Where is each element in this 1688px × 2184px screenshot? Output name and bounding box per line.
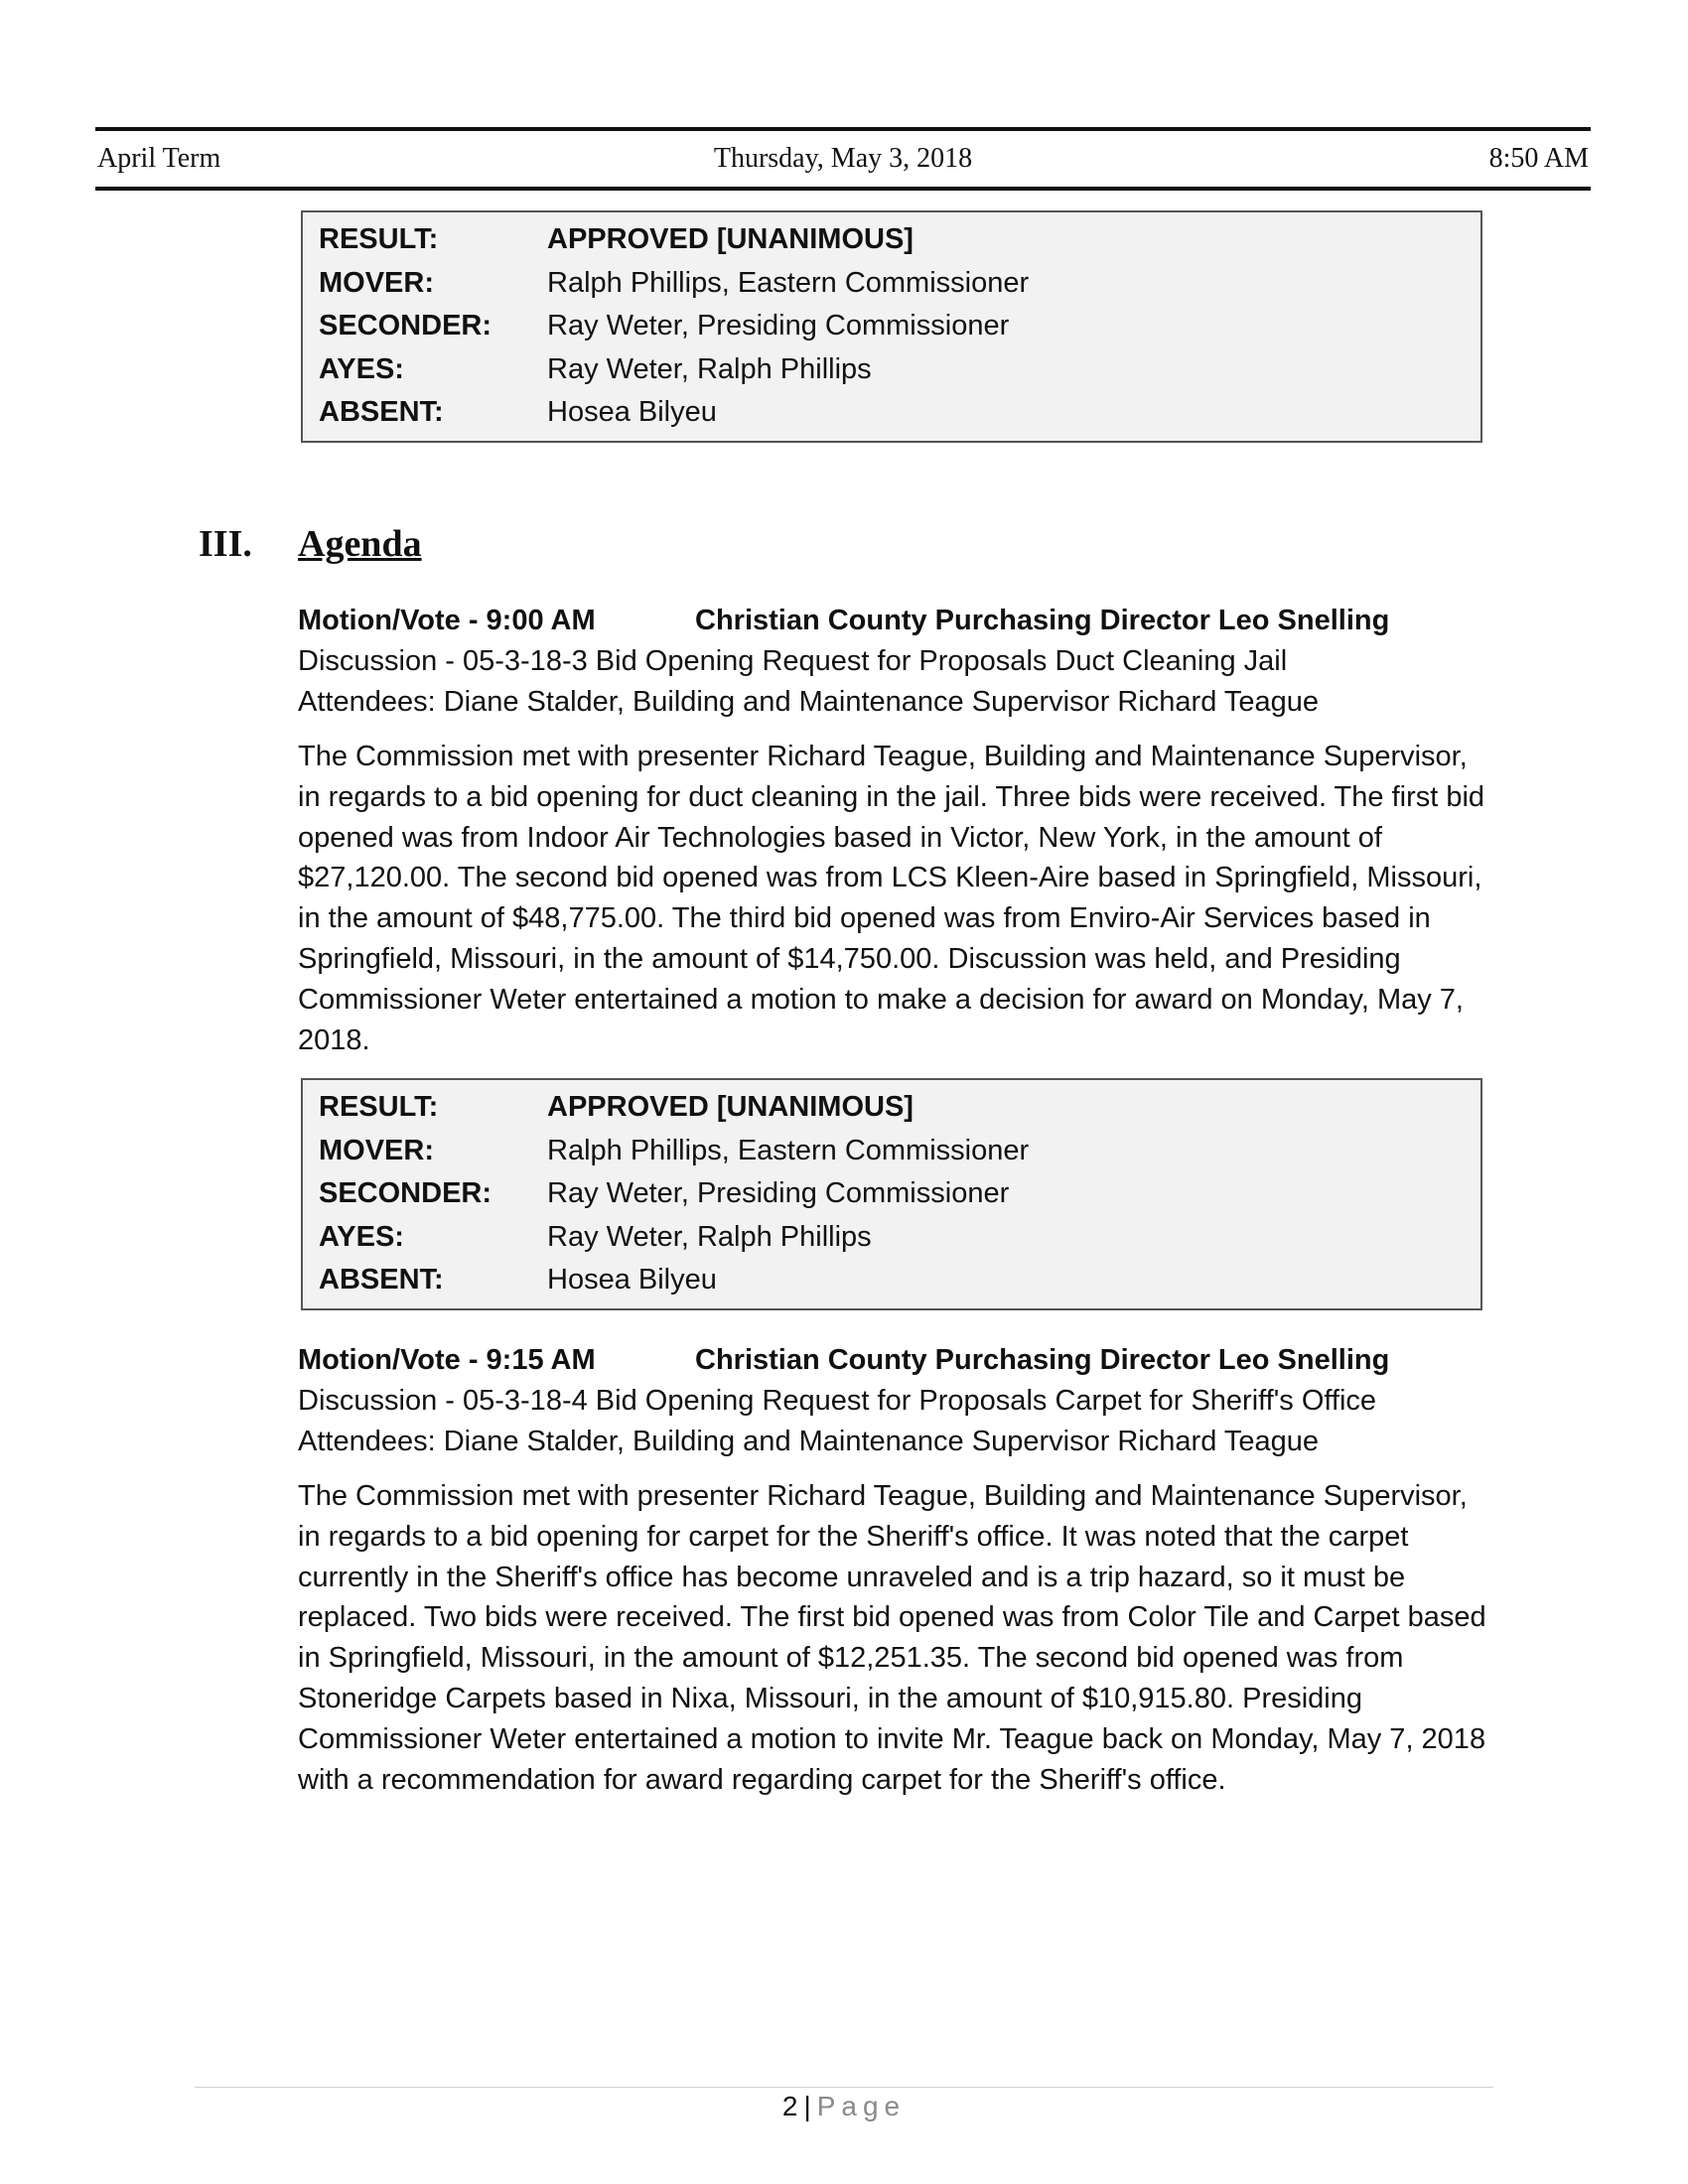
footer-divider — [195, 2087, 1493, 2088]
header-term: April Term — [97, 143, 221, 174]
page-number: 2 — [781, 2091, 798, 2121]
motion-item — [298, 601, 1489, 1060]
vote-label: MOVER: — [319, 266, 434, 299]
page-word: Page — [816, 2091, 907, 2121]
motion-body: The Commission met with presenter Richard Teague, Building and Maintenance Supervisor, in regards to a bid opening for carpet for the Sheriff's office. It was noted that the carpet currently in the Sheriff's office has become unraveled and is a trip hazard, so it must be replaced. Two bids were received. The first bid opened was from Color Tile and Carpet based in Springfield, Missouri, in the amount of $12,251.35. The second bid opened was from Stoneridge Carpets based in Nixa, Missouri, in the amount of $10,915.80. Presiding Commissioner Weter entertained a motion to invite Mr. Teague back on Monday, May 7, 2018 with a recommendation for award regarding carpet for the Sheriff's office. — [298, 1480, 1486, 1796]
section-heading — [199, 522, 422, 566]
motion-presenter: Christian County Purchasing Director Leo Snelling — [695, 1344, 1390, 1376]
vote-result-box — [301, 1078, 1482, 1310]
motion-time: Motion/Vote - 9:00 AM — [298, 605, 596, 636]
page-footer — [0, 2091, 1688, 2122]
vote-row-ayes — [319, 348, 1465, 392]
motion-heading — [298, 1340, 1489, 1381]
vote-label: SECONDER: — [319, 310, 492, 341]
motion-time: Motion/Vote - 9:15 AM — [298, 1344, 596, 1376]
vote-row-seconder — [319, 1172, 1465, 1216]
vote-value: Ray Weter, Ralph Phillips — [547, 1220, 872, 1253]
footer-separator: | — [803, 2091, 811, 2121]
motion-presenter: Christian County Purchasing Director Leo Snelling — [695, 605, 1390, 636]
motion-discussion: Discussion - 05-3-18-4 Bid Opening Request for Proposals Carpet for Sheriff's Office — [298, 1385, 1377, 1417]
vote-value: Ray Weter, Presiding Commissioner — [547, 1177, 1010, 1209]
vote-label: MOVER: — [319, 1134, 434, 1166]
vote-value: Hosea Bilyeu — [547, 1264, 717, 1296]
vote-value: Ralph Phillips, Eastern Commissioner — [547, 1134, 1030, 1166]
motion-item — [298, 1340, 1489, 1800]
motion-heading — [298, 601, 1489, 641]
section-title: Agenda — [298, 523, 422, 565]
vote-label: SECONDER: — [319, 1177, 492, 1209]
vote-row-mover — [319, 262, 1465, 306]
vote-value: Ray Weter, Ralph Phillips — [547, 352, 872, 385]
vote-label: AYES: — [319, 1220, 404, 1253]
vote-label: RESULT: — [319, 223, 439, 255]
vote-value: Ralph Phillips, Eastern Commissioner — [547, 266, 1030, 299]
vote-label: ABSENT: — [319, 396, 444, 428]
vote-label: RESULT: — [319, 1091, 439, 1123]
vote-row-seconder — [319, 305, 1465, 348]
header-time: 8:50 AM — [1488, 143, 1589, 174]
vote-result-box — [301, 210, 1482, 443]
motion-attendees: Attendees: Diane Stalder, Building and Maintenance Supervisor Richard Teague — [298, 686, 1320, 718]
vote-row-ayes — [319, 1216, 1465, 1260]
vote-value: Hosea Bilyeu — [547, 396, 717, 428]
vote-value: APPROVED [UNANIMOUS] — [547, 223, 914, 255]
vote-value: Ray Weter, Presiding Commissioner — [547, 310, 1010, 341]
motion-attendees: Attendees: Diane Stalder, Building and Maintenance Supervisor Richard Teague — [298, 1426, 1320, 1457]
motion-body: The Commission met with presenter Richard Teague, Building and Maintenance Supervisor, in regards to a bid opening for duct cleaning in the jail. Three bids were received. The first bid opened was from Indoor Air Technologies based in Victor, New York, in the amount of $27,120.00. The second bid opened was from LCS Kleen-Aire based in Springfield, Missouri, in the amount of $48,775.00. The third bid opened was from Enviro-Air Services based in Springfield, Missouri, in the amount of $14,750.00. Discussion was held, and Presiding Commissioner Weter entertained a motion to make a decision for award on Monday, May 7, 2018. — [298, 741, 1485, 1056]
vote-row-result — [319, 1086, 1465, 1130]
vote-label: AYES: — [319, 352, 404, 385]
vote-label: ABSENT: — [319, 1264, 444, 1296]
vote-row-absent — [319, 391, 1465, 435]
motion-discussion: Discussion - 05-3-18-3 Bid Opening Request for Proposals Duct Cleaning Jail — [298, 645, 1288, 677]
section-number: III. — [199, 523, 252, 565]
vote-row-mover — [319, 1130, 1465, 1173]
vote-value: APPROVED [UNANIMOUS] — [547, 1091, 914, 1123]
vote-row-absent — [319, 1259, 1465, 1302]
header-date: Thursday, May 3, 2018 — [713, 143, 973, 174]
vote-row-result — [319, 218, 1465, 262]
page-header — [95, 127, 1591, 191]
